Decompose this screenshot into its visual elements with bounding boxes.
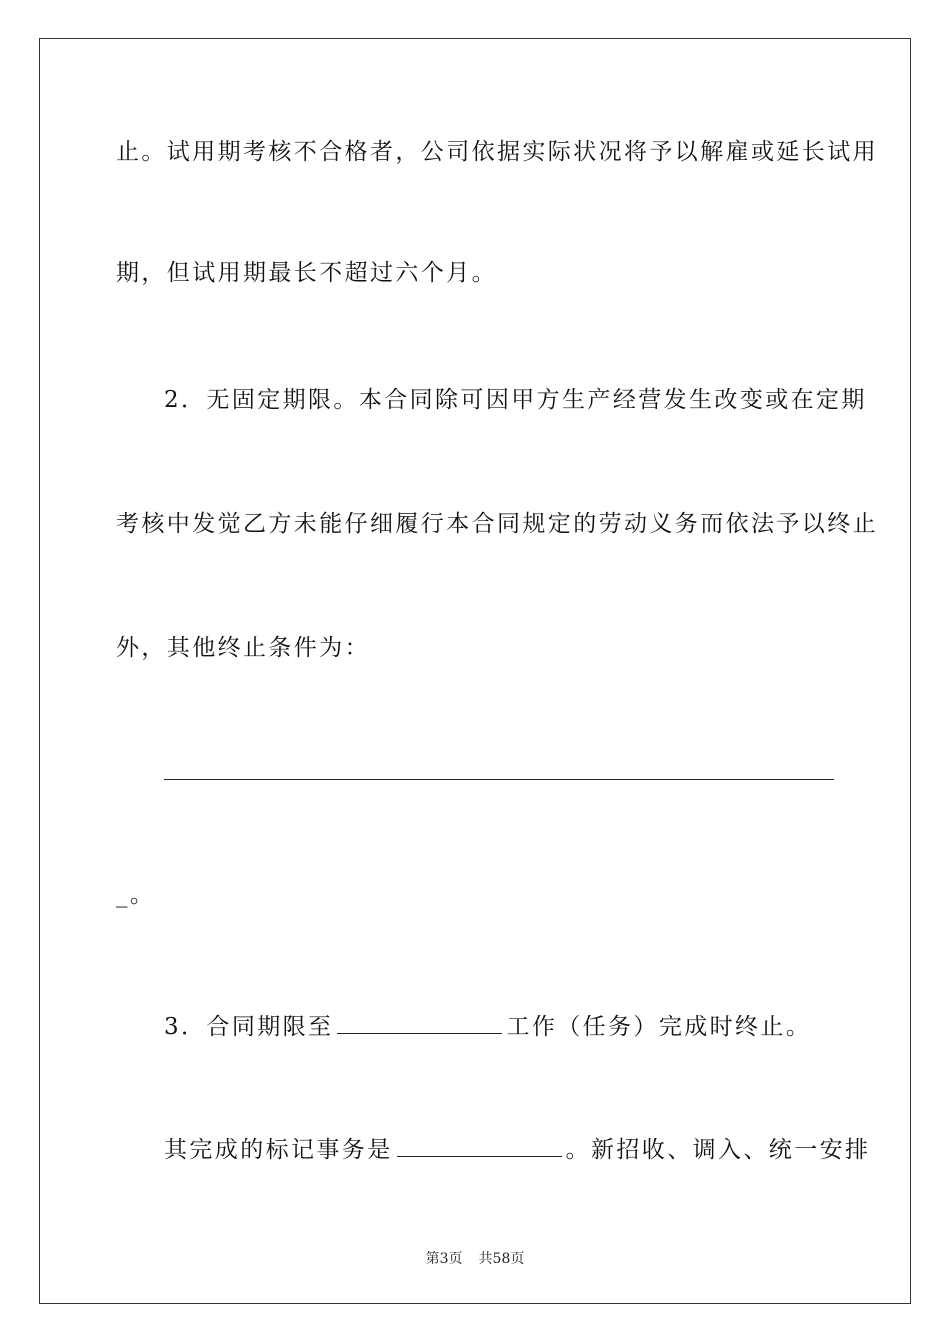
completion-mark-blank [397,1130,562,1157]
contract-term-blank [337,1007,502,1034]
total-pages: 共58页 [478,1251,525,1267]
clause-3-detail-suffix: 。新招收、调入、统一安排 [565,1137,871,1163]
page-footer [0,1250,950,1268]
text-line-1: 止。试用期考核不合格者，公司依据实际状况将予以解雇或延长试用 [116,139,878,165]
clause-3-detail-prefix: 其完成的标记事务是 [164,1137,393,1163]
clause-3-suffix: 工作（任务）完成时终止。 [506,1014,812,1040]
fill-in-blank-line [164,779,834,780]
clause-3-prefix: 3．合同期限至 [164,1014,334,1040]
text-line-2: 期，但试用期最长不超过六个月。 [116,260,497,286]
clause-3-detail-line [164,1130,870,1165]
clause-2-line-1: 2．无固定期限。本合同除可因甲方生产经营发生改变或在定期 [164,387,867,413]
blank-end-line: _。 [116,882,156,908]
clause-2-line-2: 考核中发觉乙方未能仔细履行本合同规定的劳动义务而依法予以终止 [116,511,878,537]
clause-2-line-3: 外，其他终止条件为： [116,635,370,661]
page-border [39,38,911,1304]
page-number: 第3页 [425,1251,463,1267]
clause-3-line [164,1007,811,1042]
